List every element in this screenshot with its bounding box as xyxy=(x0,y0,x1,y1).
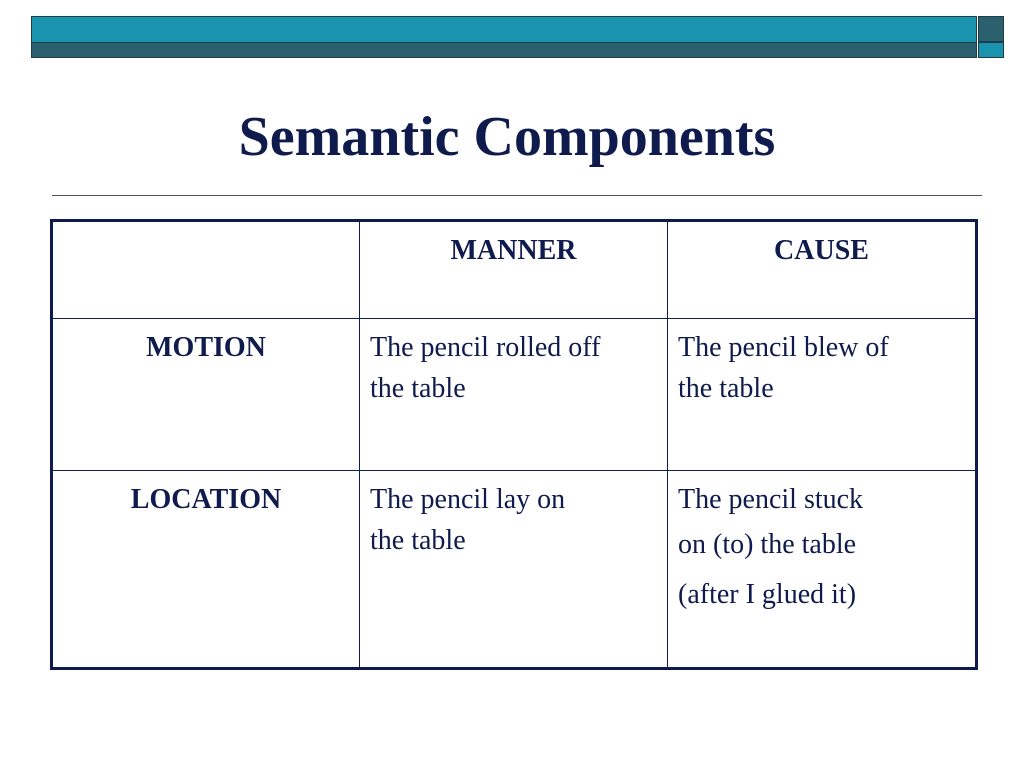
row-label-location: LOCATION xyxy=(52,471,360,669)
cell-text-line: The pencil stuck xyxy=(678,484,864,515)
title-divider xyxy=(52,195,982,196)
cell-text-line: the table xyxy=(370,525,466,556)
table-row xyxy=(52,471,977,669)
cell-location-manner xyxy=(360,471,668,669)
cell-text-line: the table xyxy=(370,373,466,404)
header-corner-square-bottom xyxy=(978,42,1004,58)
cell-text-line: The pencil lay on xyxy=(370,484,566,515)
cell-text-line: on (to) the table xyxy=(678,529,857,560)
header-cell-manner: MANNER xyxy=(360,221,668,319)
header-corner-square-top xyxy=(978,16,1004,42)
cell-motion-cause xyxy=(668,319,977,471)
header-cell-cause: CAUSE xyxy=(668,221,977,319)
semantic-components-table xyxy=(50,219,978,670)
cell-text-line: the table xyxy=(678,373,774,404)
cell-motion-manner xyxy=(360,319,668,471)
header-band xyxy=(31,16,977,58)
slide-title: Semantic Components xyxy=(238,106,776,168)
cell-text-line: The pencil blew of xyxy=(678,332,889,363)
header-cell-empty xyxy=(52,221,360,319)
cell-text-line: The pencil rolled off xyxy=(370,332,601,363)
cell-text-line: (after I glued it) xyxy=(678,579,857,610)
header-band-light-stripe xyxy=(32,17,976,43)
table-header-row xyxy=(52,221,977,319)
cell-location-cause xyxy=(668,471,977,669)
row-label-motion: MOTION xyxy=(52,319,360,471)
table-row xyxy=(52,319,977,471)
